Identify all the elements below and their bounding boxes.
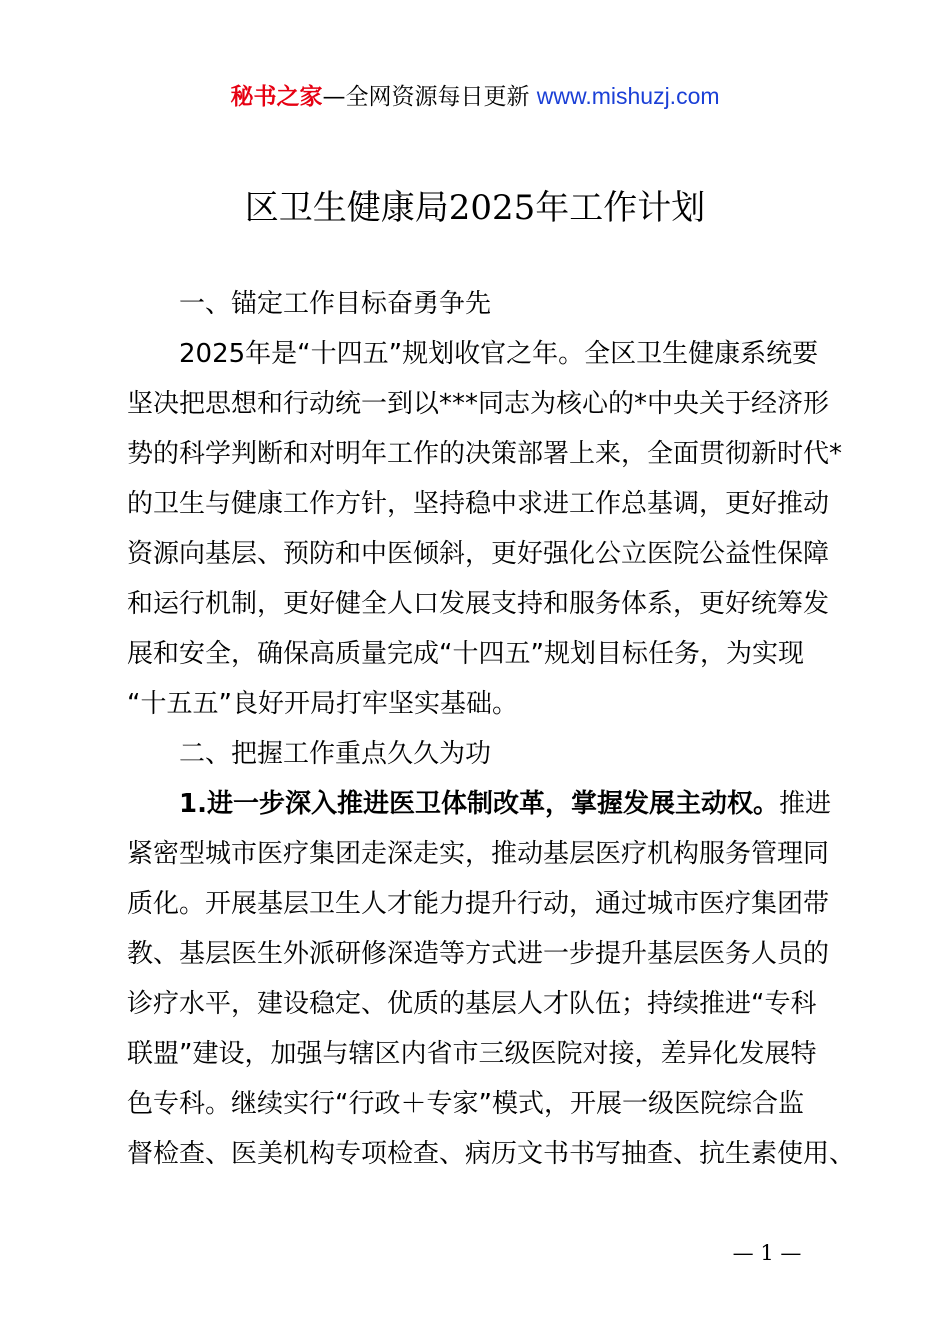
site-url[interactable]: www.mishuzj.com (536, 83, 720, 109)
brand-name: 秘书之家 (230, 84, 323, 110)
paragraph-line: 教、基层医生外派研修深造等方式进一步提升基层医务人员的 (127, 939, 830, 969)
section-heading-2: 二、把握工作重点久久为功 (179, 739, 492, 769)
paragraph-line: 质化。开展基层卫生人才能力提升行动，通过城市医疗集团带 (127, 889, 830, 919)
document-title: 区卫生健康局2025年工作计划 (244, 188, 706, 228)
paragraph-line: 2025年是“十四五”规划收官之年。全区卫生健康系统要 (179, 339, 819, 369)
paragraph-line: 展和安全，确保高质量完成“十四五”规划目标任务，为实现 (127, 639, 804, 669)
paragraph-line: 诊疗水平，建设稳定、优质的基层人才队伍；持续推进“专科 (127, 989, 817, 1019)
paragraph-line: 势的科学判断和对明年工作的决策部署上来，全面贯彻新时代* (127, 439, 843, 469)
paragraph-line: 资源向基层、预防和中医倾斜，更好强化公立医院公益性保障 (127, 539, 830, 569)
site-header (0, 80, 950, 113)
section-heading-1: 一、锚定工作目标奋勇争先 (179, 289, 492, 319)
paragraph-line: 紧密型城市医疗集团走深走实，推动基层医疗机构服务管理同 (127, 839, 830, 869)
page-number: — 1 — (732, 1241, 802, 1265)
paragraph-line: 的卫生与健康工作方针，坚持稳中求进工作总基调，更好推动 (127, 489, 830, 519)
document-body (127, 279, 856, 1179)
paragraph-line: “十五五”良好开局打牢坚实基础。 (127, 689, 518, 719)
item-1-first-line (127, 779, 847, 829)
paragraph-line: 督检查、医美机构专项检查、病历文书书写抽查、抗生素使用、 (127, 1139, 856, 1169)
paragraph-line: 和运行机制，更好健全人口发展支持和服务体系，更好统筹发 (127, 589, 830, 619)
paragraph-line: 联盟”建设，加强与辖区内省市三级医院对接，差异化发展特 (127, 1039, 817, 1069)
header-tagline: —全网资源每日更新 (322, 84, 530, 110)
paragraph-line: 色专科。继续实行“行政＋专家”模式，开展一级医院综合监 (127, 1089, 804, 1119)
item-1-lead-rest: 推进 (778, 789, 831, 819)
item-1-bold-lead: 1.进一步深入推进医卫体制改革，掌握发展主动权。 (179, 789, 779, 819)
paragraph-line: 坚决把思想和行动统一到以***同志为核心的*中央关于经济形 (127, 389, 830, 419)
